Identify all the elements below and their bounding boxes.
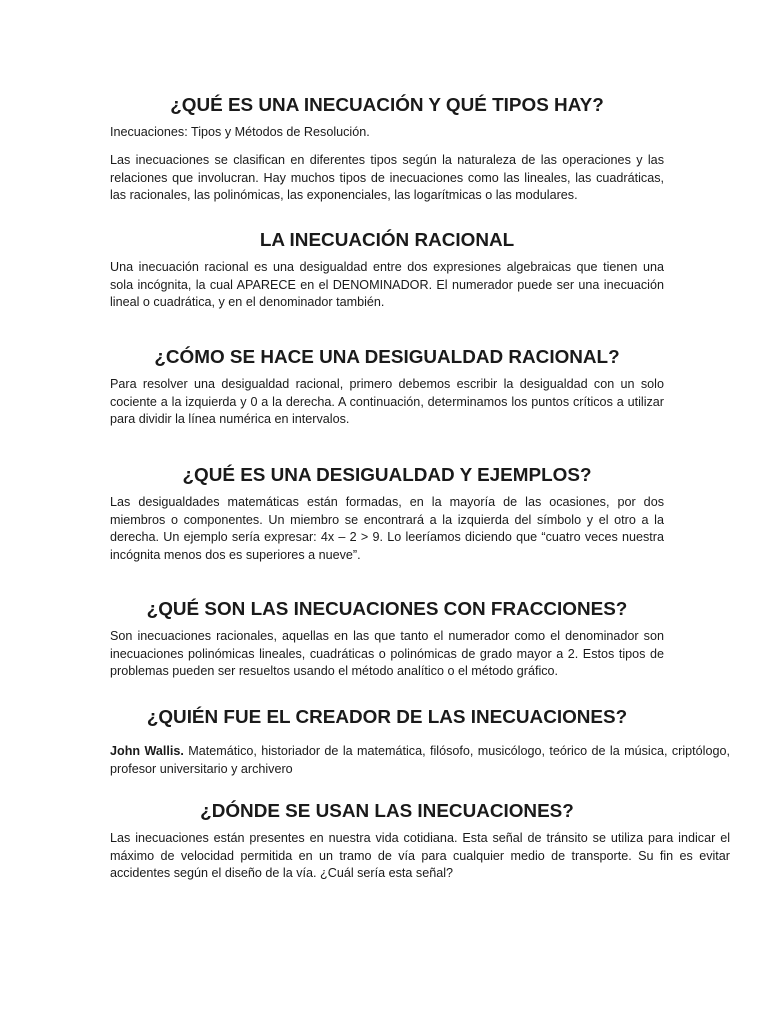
paragraph-inecuaciones-fracciones: Son inecuaciones racionales, aquellas en las que tanto el numerador como el denominador son inecuaciones polinómicas lineales, cuadráticas o polinómicas de grado mayor a 2. Estos tipos de problemas pueden ser resueltos usando el método analítico o el método gráfico. bbox=[110, 629, 664, 679]
heading-inecuaciones-fracciones: ¿QUÉ SON LAS INECUACIONES CON FRACCIONES? bbox=[146, 599, 628, 620]
paragraph-tipos: Las inecuaciones se clasifican en diferentes tipos según la naturaleza de las operaciones y las relaciones que involucran. Hay muchos tipos de inecuaciones como las lineales, las cuadráticas, las racionales, las polinómicas, las exponenciales, las logarítmicas o las modulares. bbox=[110, 153, 664, 203]
paragraph-como-se-hace: Para resolver una desigualdad racional, primero debemos escribir la desigualdad con un solo cociente a la izquierda y 0 a la derecha. A continuación, determinamos los puntos críticos a utilizar para dividir la línea numérica en intervalos. bbox=[110, 377, 664, 427]
heading-como-se-hace: ¿CÓMO SE HACE UNA DESIGUALDAD RACIONAL? bbox=[154, 347, 620, 368]
heading-inecuacion-racional: LA INECUACIÓN RACIONAL bbox=[259, 230, 515, 251]
heading-desigualdad-ejemplos: ¿QUÉ ES UNA DESIGUALDAD Y EJEMPLOS? bbox=[182, 465, 592, 486]
paragraph-creador bbox=[110, 743, 730, 778]
paragraph-intro-title: Inecuaciones: Tipos y Métodos de Resolución. bbox=[110, 125, 370, 139]
heading-creador: ¿QUIÉN FUE EL CREADOR DE LAS INECUACIONES? bbox=[146, 707, 628, 728]
creator-name: John Wallis. bbox=[110, 744, 184, 758]
heading-que-es-inecuacion: ¿QUÉ ES UNA INECUACIÓN Y QUÉ TIPOS HAY? bbox=[170, 95, 604, 116]
paragraph-desigualdad-ejemplos: Las desigualdades matemáticas están formadas, en la mayoría de las ocasiones, por dos miembros o componentes. Un miembro se encontrará a la izquierda del símbolo y el otro a la derecha. Un ejemplo sería expresar: 4x – 2 > 9. Lo leeríamos diciendo que “cuatro veces nuestra incógnita menos dos es superiores a nueve”. bbox=[110, 495, 664, 562]
creator-description: Matemático, historiador de la matemática, filósofo, musicólogo, teórico de la música, criptólogo, profesor universitario y archivero bbox=[110, 744, 730, 776]
paragraph-inecuacion-racional: Una inecuación racional es una desigualdad entre dos expresiones algebraicas que tienen una sola incógnita, la cual APARECE en el DENOMINADOR. El numerador puede ser una inecuación lineal o cuadrática, y en el denominador también. bbox=[110, 260, 664, 310]
heading-donde-se-usan: ¿DÓNDE SE USAN LAS INECUACIONES? bbox=[200, 801, 574, 822]
paragraph-donde-se-usan: Las inecuaciones están presentes en nuestra vida cotidiana. Esta señal de tránsito se utiliza para indicar el máximo de velocidad permitida en un tramo de vía para cualquier medio de transporte. Su fin es evitar accidentes según el diseño de la vía. ¿Cuál sería esta señal? bbox=[110, 831, 730, 881]
